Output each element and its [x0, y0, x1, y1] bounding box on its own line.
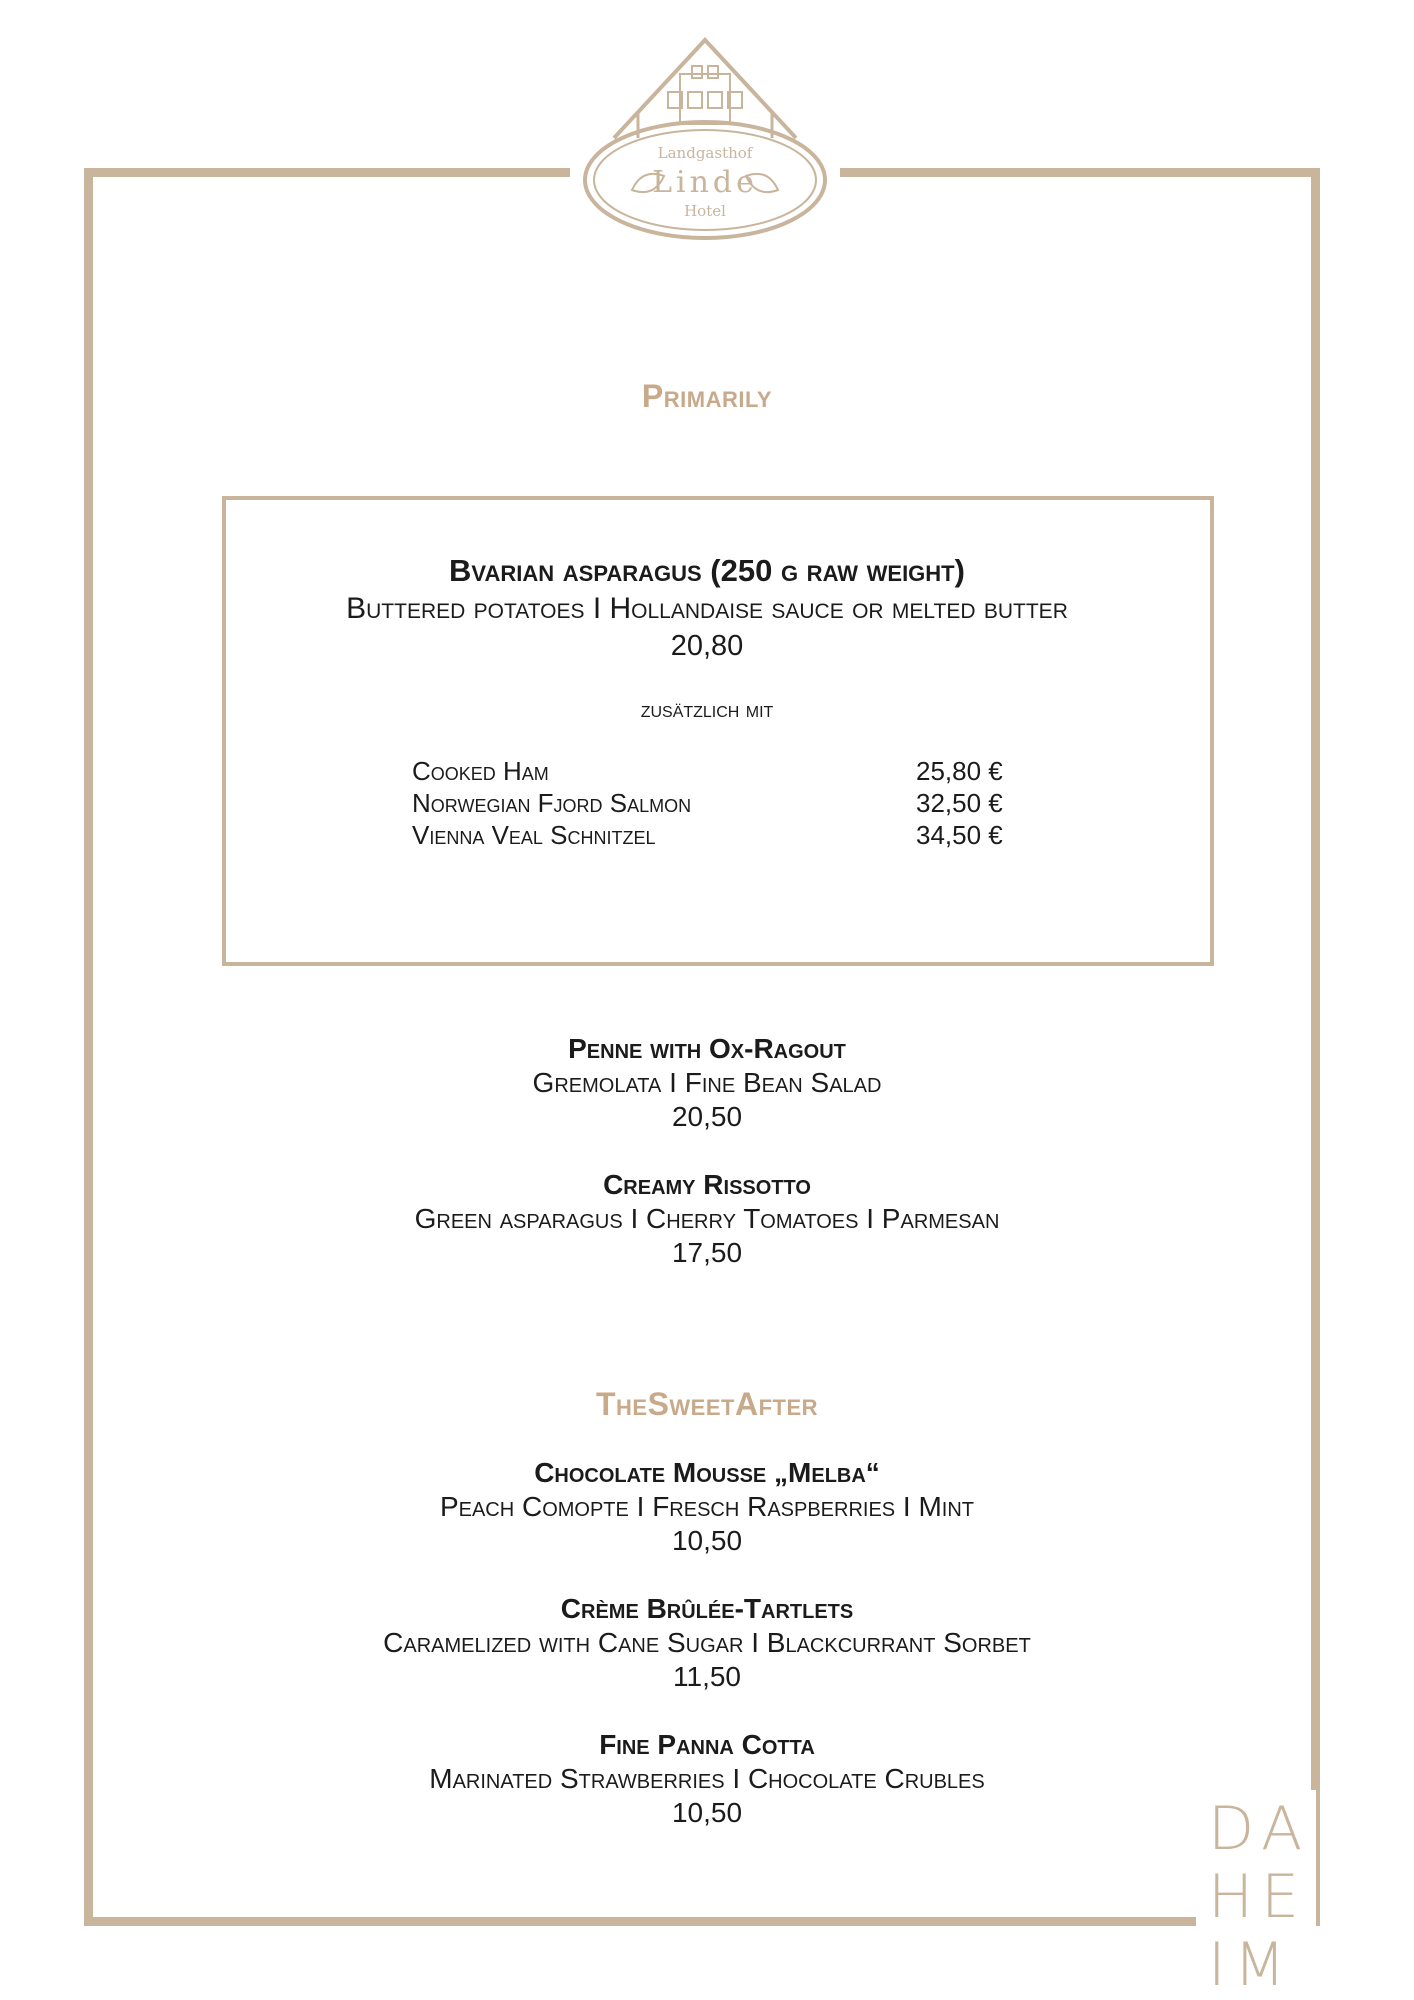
dish-price: 10,50: [671, 1797, 743, 1828]
dish-description: Buttered potatoes I Hollandaise sauce or melted butter: [346, 592, 1068, 625]
menu-item: [0, 1592, 1414, 1694]
addon-list: [412, 756, 1012, 852]
addon-price: 25,80 €: [916, 756, 1003, 786]
dish-name: Bvarian asparagus (250 g raw weight): [449, 553, 965, 588]
dish-description: Gremolata I Fine Bean Salad: [532, 1067, 882, 1098]
addon-name: Cooked Ham: [412, 756, 549, 786]
addon-name: Norwegian Fjord Salmon: [412, 788, 692, 818]
logo-line1: Landgasthof: [657, 144, 753, 162]
dish-price: 17,50: [671, 1237, 743, 1268]
addon-name: Vienna Veal Schnitzel: [412, 820, 656, 850]
addon-item: [412, 756, 1012, 788]
menu-item: [0, 1032, 1414, 1134]
daheim-watermark: [1208, 1794, 1311, 2000]
dish-price: 20,50: [671, 1101, 743, 1132]
watermark-line: DA: [1208, 1794, 1311, 1864]
addon-price: 32,50 €: [916, 788, 1003, 818]
section-heading-sweet: TheSweetAfter: [595, 1386, 819, 1422]
dish-description: Marinated Strawberries I Chocolate Crubles: [429, 1763, 985, 1794]
dish-name: Penne with Ox-Ragout: [568, 1033, 846, 1064]
dish-name: Crème Brûlée-Tartlets: [560, 1593, 854, 1624]
addon-item: [412, 820, 1012, 852]
menu-item: [0, 1456, 1414, 1558]
logo-line2: Linde: [652, 165, 758, 200]
dish-name: Fine Panna Cotta: [599, 1729, 815, 1760]
dish-price: 10,50: [671, 1525, 743, 1556]
hotel-logo: [580, 34, 830, 242]
watermark-line: HE: [1208, 1862, 1308, 1932]
addon-price: 34,50 €: [916, 820, 1003, 850]
logo-line3: Hotel: [684, 202, 726, 220]
section-heading-primarily: Primarily: [641, 378, 773, 414]
dish-name: Creamy Rissotto: [603, 1169, 811, 1200]
dish-price: 20,80: [670, 630, 744, 662]
watermark-line: IM: [1208, 1930, 1294, 2000]
asparagus-dish: [0, 552, 1414, 664]
dish-description: Caramelized with Cane Sugar I Blackcurrant Sorbet: [383, 1627, 1031, 1658]
addon-item: [412, 788, 1012, 820]
dish-price: 11,50: [673, 1661, 741, 1692]
dish-name: Chocolate Mouße „Melba“: [534, 1457, 880, 1488]
menu-item: [0, 1168, 1414, 1270]
extra-label: zusätzlich mit: [640, 696, 774, 722]
dish-description: Green asparagus I Cherry Tomatoes I Parmesan: [414, 1203, 1000, 1234]
dish-description: Peach Comopte I Fresch Raspberries I Mint: [439, 1491, 975, 1522]
